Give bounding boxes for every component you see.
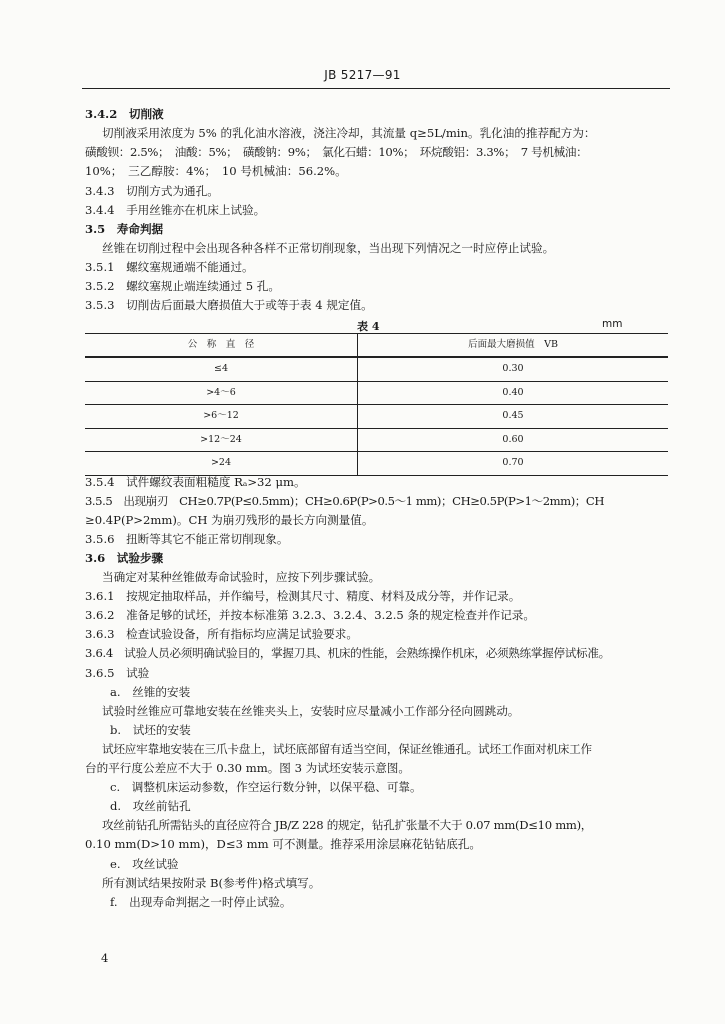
- paragraph-line: 试验时丝锥应可靠地安装在丝锥夹头上，安装时应尽量减小工作部分径向圆跳动。: [102, 704, 520, 718]
- subitem-e-heading: e. 攻丝试验: [110, 857, 179, 871]
- clause-3-5-3: 3.5.3 切削齿后面最大磨损值大于或等于表 4 规定值。: [85, 298, 373, 312]
- wear-value-cell: 0.60: [502, 433, 524, 445]
- section-heading-3-5: 3.5 寿命判据: [85, 222, 164, 236]
- clause-3-4-4: 3.4.4 手用丝锥亦在机床上试验。: [85, 203, 266, 217]
- table-header-row: [85, 334, 668, 357]
- paragraph-line: ≥0.4P(P>2mm)。CH 为崩刃残形的最长方向测量值。: [85, 513, 374, 527]
- section-heading-3-4-2: 3.4.2 切削液: [85, 107, 164, 121]
- paragraph-line: 当确定对某种丝锥做寿命试验时，应按下列步骤试验。: [102, 570, 381, 584]
- page-number: 4: [101, 951, 109, 965]
- diameter-cell: >6～12: [85, 405, 358, 428]
- wear-value-cell: 0.70: [502, 457, 524, 469]
- subitem-d-heading: d. 攻丝前钻孔: [110, 799, 191, 813]
- table-row: [85, 357, 668, 381]
- paragraph-line: 丝锥在切削过程中会出现各种各样不正常切削现象，当出现下列情况之一时应停止试验。: [102, 241, 555, 255]
- clause-3-5-1: 3.5.1 螺纹塞规通端不能通过。: [85, 260, 254, 274]
- wear-limit-table: [85, 333, 668, 476]
- paragraph-line: 磺酸钡：2.5%； 油酸：5%； 磺酸钠：9%； 氯化石蜡：10%； 环烷酸铝：3.3%； 7 号机械油：: [85, 145, 588, 159]
- clause-3-5-4: 3.5.4 试件螺纹表面粗糙度 Rₐ>32 μm。: [85, 475, 306, 489]
- paragraph-line: 台的平行度公差应不大于 0.30 mm。图 3 为试坯安装示意图。: [85, 761, 410, 775]
- clause-3-5-5: 3.5.5 出现崩刃 CH≥0.7P(P≤0.5mm)；CH≥0.6P(P>0.5～1 mm)；CH≥0.5P(P>1～2mm)；CH: [85, 494, 605, 508]
- clause-3-6-2: 3.6.2 准备足够的试坯，并按本标准第 3.2.3、3.2.4、3.2.5 条的规定检查并作记录。: [85, 608, 535, 622]
- wear-value-cell: 0.40: [502, 386, 524, 398]
- subitem-f: f. 出现寿命判据之一时停止试验。: [110, 895, 292, 909]
- clause-3-6-5: 3.6.5 试验: [85, 666, 150, 680]
- standard-code-header: JB 5217—91: [324, 68, 401, 82]
- subitem-b-heading: b. 试坯的安装: [110, 723, 191, 737]
- column-header-max-wear: 后面最大磨损值 VB: [468, 339, 558, 350]
- diameter-cell: ≤4: [85, 358, 358, 381]
- paragraph-line: 0.10 mm(D>10 mm)，D≤3 mm 可不测量。推荐采用涂层麻花钻钻底孔。: [85, 837, 481, 851]
- clause-3-6-4: 3.6.4 试验人员必须明确试验目的，掌握刀具、机床的性能，会熟练操作机床，必须熟练掌握停试标准。: [85, 646, 610, 660]
- clause-3-4-3: 3.4.3 切削方式为通孔。: [85, 184, 219, 198]
- table-row: [85, 428, 668, 452]
- table-row: [85, 404, 668, 428]
- subitem-c: c. 调整机床运动参数，作空运行数分钟，以保平稳、可靠。: [110, 780, 422, 794]
- clause-3-5-6: 3.5.6 扭断等其它不能正常切削现象。: [85, 532, 289, 546]
- table-row: [85, 381, 668, 405]
- column-header-nominal-diameter: 公 称 直 径: [85, 334, 358, 356]
- paragraph-line: 试坯应牢靠地安装在三爪卡盘上，试坯底部留有适当空间，保证丝锥通孔。试坯工作面对机床工作: [102, 742, 592, 756]
- clause-3-5-2: 3.5.2 螺纹塞规止端连续通过 5 孔。: [85, 279, 280, 293]
- clause-3-6-3: 3.6.3 检查试验设备，所有指标均应满足试验要求。: [85, 627, 358, 641]
- paragraph-line: 切削液采用浓度为 5% 的乳化油水溶液，浇注冷却，其流量 q≥5L/min。乳化油的推荐配方为：: [102, 126, 596, 140]
- wear-value-cell: 0.30: [502, 363, 524, 374]
- diameter-cell: >12～24: [85, 429, 358, 452]
- table-unit: mm: [602, 318, 623, 330]
- section-heading-3-6: 3.6 试验步骤: [85, 551, 164, 565]
- clause-3-6-1: 3.6.1 按规定抽取样品，并作编号，检测其尺寸、精度、材料及成分等，并作记录。: [85, 589, 521, 603]
- diameter-cell: >4～6: [85, 382, 358, 405]
- header-rule: [82, 88, 670, 89]
- table-title: 表 4: [357, 320, 380, 333]
- diameter-cell: >24: [85, 452, 358, 475]
- table-row: [85, 451, 668, 475]
- paragraph-line: 攻丝前钻孔所需钻头的直径应符合 JB/Z 228 的规定，钻孔扩张量不大于 0.07 mm(D≤10 mm)，: [102, 818, 593, 832]
- subitem-a-heading: a. 丝锥的安装: [110, 685, 191, 699]
- wear-value-cell: 0.45: [502, 410, 524, 422]
- paragraph-line: 所有测试结果按附录 B(参考件)格式填写。: [102, 876, 321, 890]
- paragraph-line: 10%； 三乙醇胺：4%； 10 号机械油：56.2%。: [85, 164, 347, 178]
